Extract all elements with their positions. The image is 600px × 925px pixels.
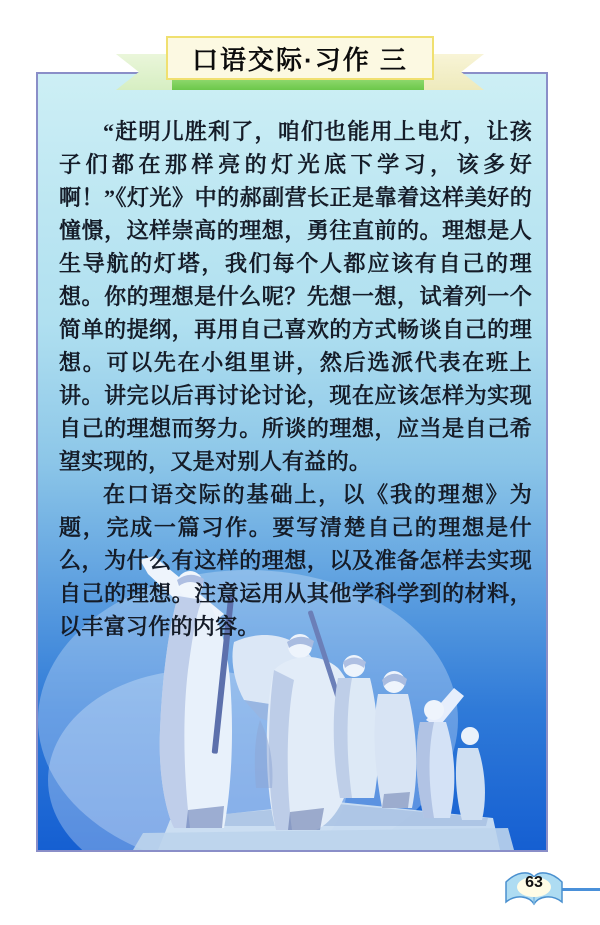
paragraph-oral-communication: “赶明儿胜利了，咱们也能用上电灯，让孩子们都在那样亮的灯光底下学习，该多好啊！”《灯光》中的郝副营长正是靠着这样美好的憧憬，这样崇高的理想，勇往直前的。理想是人生导航的灯塔，我们每个人都应该有自己的理想。你的理想是什么呢？先想一想，试着列一个简单的提纲，再用自己喜欢的方式畅谈自己的理想。可以先在小组里讲，然后选派代表在班上讲。讲完以后再讨论讨论，现在应该怎样为实现自己的理想而努力。所谈的理想，应当是自己希望实现的，又是对别人有益的。 bbox=[59, 119, 532, 474]
title-banner bbox=[114, 36, 486, 94]
paragraph-writing-task: 在口语交际的基础上，以《我的理想》为题，完成一篇习作。要写清楚自己的理想是什么，为什么有这样的理想，以及准备怎样去实现自己的理想。注意运用从其他学科学到的材料，以丰富习作的内容。 bbox=[59, 482, 532, 639]
content-panel bbox=[36, 72, 548, 852]
page-title: 口语交际·习作 三 bbox=[192, 44, 408, 75]
lesson-text bbox=[38, 74, 546, 643]
banner-plate bbox=[166, 36, 434, 80]
page-number: 63 bbox=[525, 874, 543, 891]
